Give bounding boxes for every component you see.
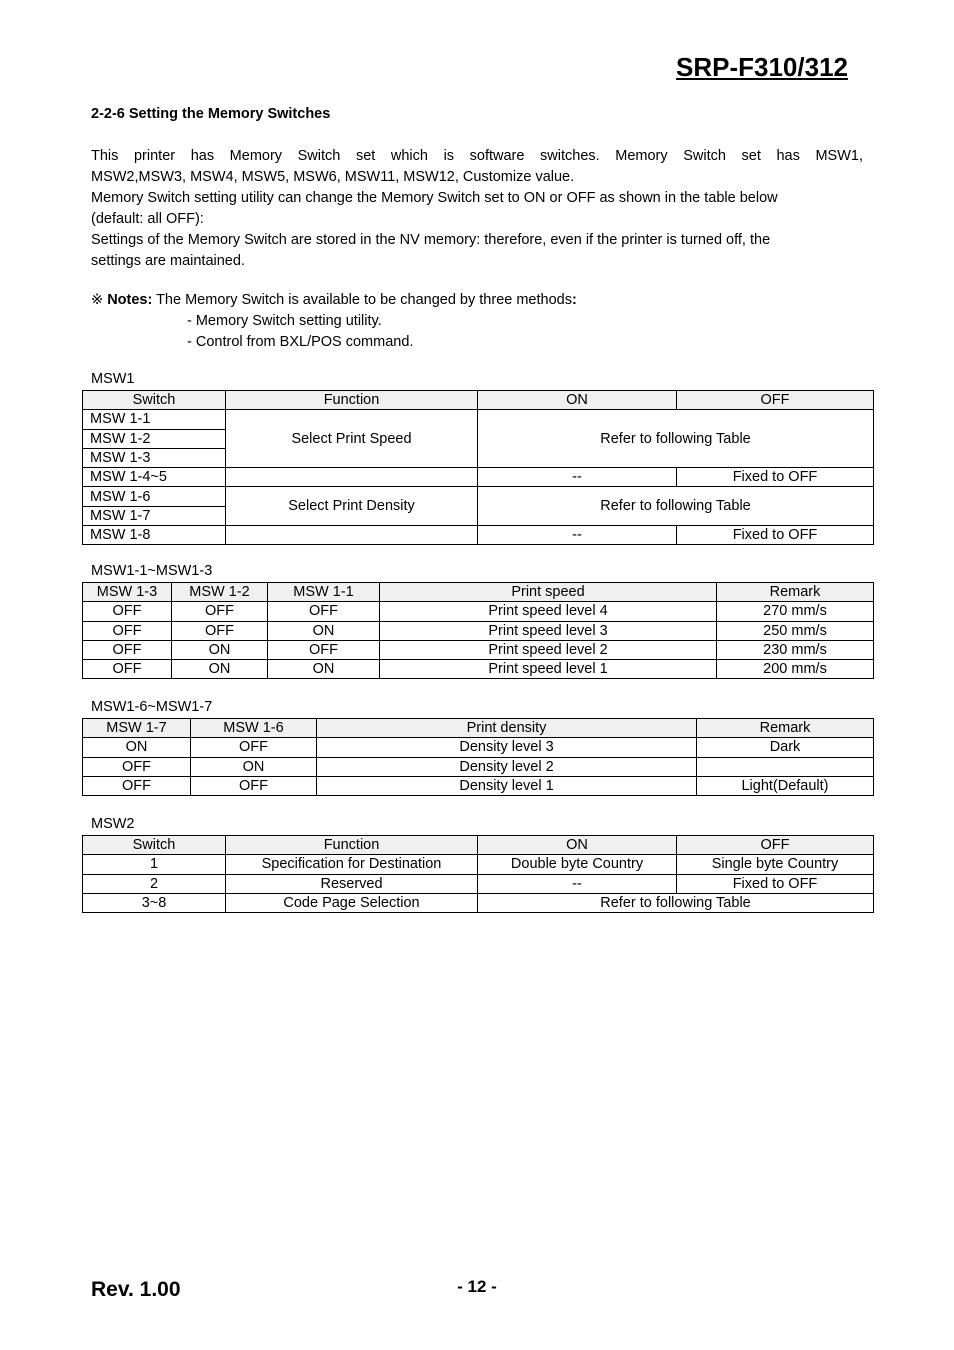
page-number: - 12 - xyxy=(457,1277,497,1296)
table-cell: Double byte Country xyxy=(478,855,677,874)
table-header: ON xyxy=(478,391,677,410)
table-header: MSW 1-3 xyxy=(83,583,172,602)
table-cell: Density level 2 xyxy=(317,757,697,776)
table-header: MSW 1-7 xyxy=(83,719,191,738)
table-cell: OFF xyxy=(83,660,172,679)
table-header: Remark xyxy=(697,719,874,738)
switch-cell: MSW 1-4~5 xyxy=(83,468,226,487)
table-cell: Light(Default) xyxy=(697,776,874,795)
table-header: Print density xyxy=(317,719,697,738)
table-cell: OFF xyxy=(268,640,380,659)
off-cell: Fixed to OFF xyxy=(677,468,874,487)
paragraph-1-line-1: This printer has Memory Switch set which is software switches. Memory Switch set has MSW1, xyxy=(91,148,863,164)
table-cell: OFF xyxy=(191,776,317,795)
table-cell: OFF xyxy=(172,621,268,640)
switch-cell: MSW 1-2 xyxy=(83,429,226,448)
table-cell: OFF xyxy=(83,621,172,640)
table-cell: 270 mm/s xyxy=(717,602,874,621)
msw1-title: MSW1 xyxy=(91,371,135,387)
table-cell: 200 mm/s xyxy=(717,660,874,679)
table-cell: OFF xyxy=(172,602,268,621)
table-header: Switch xyxy=(83,836,226,855)
function-cell xyxy=(226,526,478,545)
table-cell: ON xyxy=(172,660,268,679)
density-table xyxy=(82,718,874,796)
table-cell: 3~8 xyxy=(83,893,226,912)
refer-cell: Refer to following Table xyxy=(478,893,874,912)
density-table-title: MSW1-6~MSW1-7 xyxy=(91,699,213,715)
paragraph-2-line-2: (default: all OFF): xyxy=(91,211,204,227)
table-cell: OFF xyxy=(83,640,172,659)
table-header: Function xyxy=(226,836,478,855)
revision-label: Rev. 1.00 xyxy=(91,1278,181,1301)
function-cell xyxy=(226,468,478,487)
paragraph-3-line-2: settings are maintained. xyxy=(91,253,245,269)
table-cell: OFF xyxy=(191,738,317,757)
switch-cell: MSW 1-7 xyxy=(83,506,226,525)
refer-cell: Refer to following Table xyxy=(478,487,874,526)
table-header: Function xyxy=(226,391,478,410)
switch-cell: MSW 1-1 xyxy=(83,410,226,429)
notes-text: The Memory Switch is available to be changed by three methods xyxy=(152,292,572,308)
table-cell: Print speed level 1 xyxy=(380,660,717,679)
switch-cell: MSW 1-6 xyxy=(83,487,226,506)
speed-table xyxy=(82,582,874,679)
table-cell: OFF xyxy=(268,602,380,621)
table-header: Remark xyxy=(717,583,874,602)
table-cell: Density level 1 xyxy=(317,776,697,795)
msw1-table xyxy=(82,390,874,545)
on-cell: -- xyxy=(478,526,677,545)
switch-cell: MSW 1-8 xyxy=(83,526,226,545)
table-cell: Print speed level 3 xyxy=(380,621,717,640)
reference-mark: ※ xyxy=(91,292,104,308)
msw2-table xyxy=(82,835,874,913)
paragraph-1-line-2: MSW2,MSW3, MSW4, MSW5, MSW6, MSW11, MSW12, Customize value. xyxy=(91,169,575,185)
table-cell: Density level 3 xyxy=(317,738,697,757)
table-cell: ON xyxy=(191,757,317,776)
table-cell: ON xyxy=(172,640,268,659)
table-header: OFF xyxy=(677,836,874,855)
section-title: 2-2-6 Setting the Memory Switches xyxy=(91,106,331,122)
switch-cell: MSW 1-3 xyxy=(83,448,226,467)
table-cell: 1 xyxy=(83,855,226,874)
notes xyxy=(91,292,577,308)
table-header: MSW 1-1 xyxy=(268,583,380,602)
note-item: - Memory Switch setting utility. xyxy=(187,313,382,329)
table-cell: 250 mm/s xyxy=(717,621,874,640)
msw2-title: MSW2 xyxy=(91,816,135,832)
table-cell: OFF xyxy=(83,776,191,795)
function-cell: Select Print Speed xyxy=(226,410,478,468)
table-cell: -- xyxy=(478,874,677,893)
function-cell: Select Print Density xyxy=(226,487,478,526)
model-title: SRP-F310/312 xyxy=(676,52,848,82)
speed-table-title: MSW1-1~MSW1-3 xyxy=(91,563,213,579)
table-header: MSW 1-6 xyxy=(191,719,317,738)
refer-cell: Refer to following Table xyxy=(478,410,874,468)
table-cell: 2 xyxy=(83,874,226,893)
table-cell: Print speed level 4 xyxy=(380,602,717,621)
note-item: - Control from BXL/POS command. xyxy=(187,334,414,350)
table-cell: 230 mm/s xyxy=(717,640,874,659)
table-cell: OFF xyxy=(83,757,191,776)
table-header: OFF xyxy=(677,391,874,410)
notes-label: Notes: xyxy=(107,292,153,308)
table-cell: Code Page Selection xyxy=(226,893,478,912)
table-cell: OFF xyxy=(83,602,172,621)
paragraph-2-line-1: Memory Switch setting utility can change the Memory Switch set to ON or OFF as shown in the table below xyxy=(91,190,778,206)
paragraph-3-line-1: Settings of the Memory Switch are stored in the NV memory: therefore, even if the printer is turned off, the xyxy=(91,232,771,248)
table-cell: ON xyxy=(268,660,380,679)
table-cell: ON xyxy=(83,738,191,757)
table-cell: Print speed level 2 xyxy=(380,640,717,659)
table-cell: Dark xyxy=(697,738,874,757)
table-header: Print speed xyxy=(380,583,717,602)
table-header: ON xyxy=(478,836,677,855)
table-cell: Specification for Destination xyxy=(226,855,478,874)
table-cell: Single byte Country xyxy=(677,855,874,874)
off-cell: Fixed to OFF xyxy=(677,526,874,545)
table-cell: Fixed to OFF xyxy=(677,874,874,893)
table-header: Switch xyxy=(83,391,226,410)
table-cell: ON xyxy=(268,621,380,640)
on-cell: -- xyxy=(478,468,677,487)
notes-colon: : xyxy=(571,292,577,308)
table-cell: Reserved xyxy=(226,874,478,893)
table-cell xyxy=(697,757,874,776)
table-header: MSW 1-2 xyxy=(172,583,268,602)
